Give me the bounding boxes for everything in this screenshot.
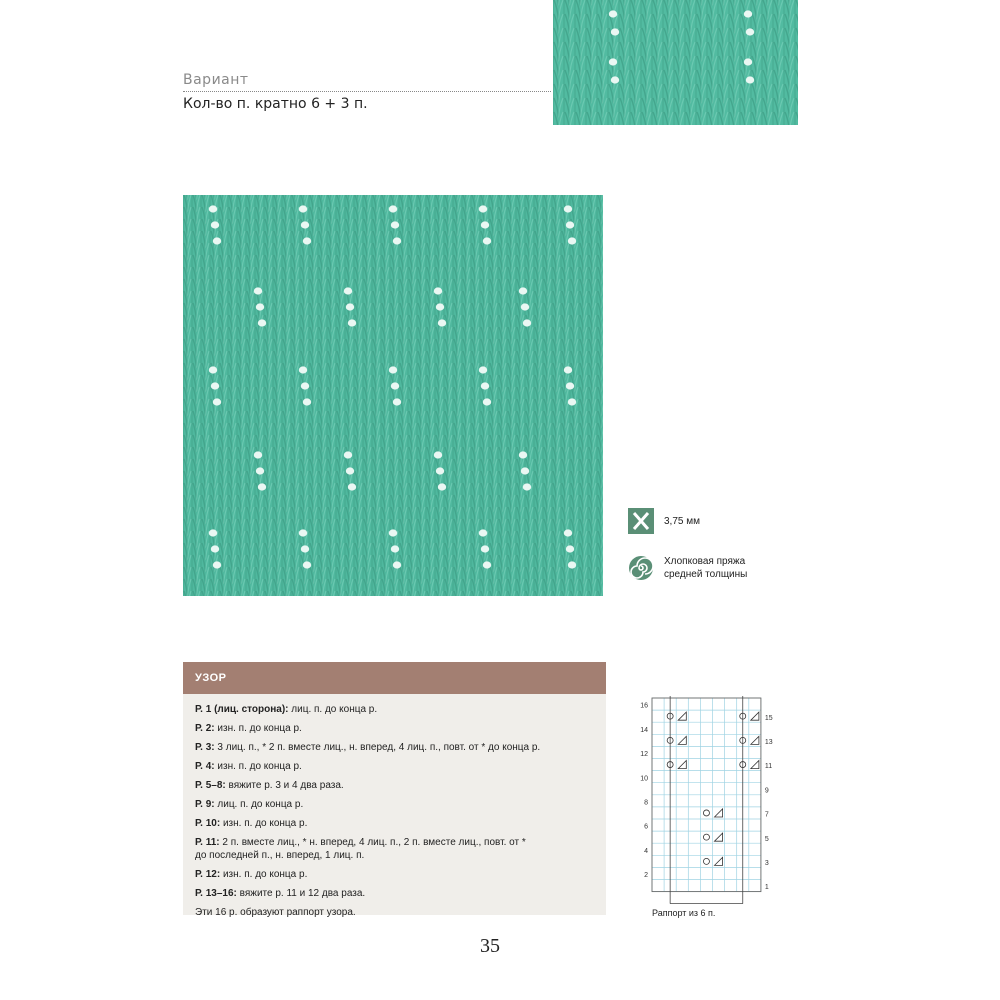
- pattern-row: Р. 5–8: вяжите р. 3 и 4 два раза.: [195, 780, 344, 791]
- eyelet-hole: [211, 545, 219, 552]
- eyelet-hole: [303, 237, 311, 244]
- eyelet-hole: [301, 545, 309, 552]
- yarn-over-symbol: [703, 810, 709, 816]
- chart-row-number: 10: [640, 775, 648, 783]
- eyelet-hole: [346, 303, 354, 310]
- eyelet-hole: [566, 545, 574, 552]
- eyelet-hole: [348, 319, 356, 326]
- pattern-instructions: [183, 662, 606, 918]
- stitch-count: Кол-во п. кратно 6 + 3 п.: [183, 96, 368, 112]
- eyelet-hole: [521, 467, 529, 474]
- chart-row-number: 1: [764, 884, 769, 892]
- eyelet-hole: [611, 28, 619, 35]
- swatch-photo-small: [553, 0, 798, 125]
- yarn-type-line1: Хлопковая пряжа: [664, 556, 746, 567]
- k2tog-symbol: [715, 809, 723, 817]
- pattern-row: Р. 4: изн. п. до конца р.: [195, 761, 302, 772]
- chart-row-number: 11: [764, 763, 773, 771]
- eyelet-hole: [564, 366, 572, 373]
- eyelet-hole: [258, 483, 266, 490]
- eyelet-hole: [519, 451, 527, 458]
- eyelet-hole: [568, 561, 576, 568]
- eyelet-hole: [213, 237, 221, 244]
- yarn-over-symbol: [703, 858, 709, 864]
- eyelet-hole: [254, 451, 262, 458]
- eyelet-hole: [609, 58, 617, 65]
- swatch-photo-large: [183, 195, 603, 596]
- eyelet-hole: [213, 398, 221, 405]
- eyelet-hole: [211, 221, 219, 228]
- pattern-heading: УЗОР: [183, 662, 606, 694]
- chart-row-number: 2: [644, 872, 648, 880]
- eyelet-hole: [434, 287, 442, 294]
- chart-row-number: 9: [764, 787, 769, 795]
- eyelet-hole: [393, 561, 401, 568]
- eyelet-hole: [389, 366, 397, 373]
- eyelet-hole: [744, 58, 752, 65]
- eyelet-hole: [434, 451, 442, 458]
- chart-row-number: 6: [644, 823, 648, 831]
- eyelet-hole: [389, 205, 397, 212]
- eyelet-hole: [303, 561, 311, 568]
- repeat-caption: Раппорт из 6 п.: [652, 908, 716, 918]
- eyelet-hole: [611, 76, 619, 83]
- needle-info: [628, 508, 700, 534]
- eyelet-hole: [256, 303, 264, 310]
- pattern-note: Эти 16 р. образуют раппорт узора.: [195, 907, 356, 918]
- eyelet-hole: [209, 205, 217, 212]
- yarn-type-line2: средней толщины: [664, 569, 748, 580]
- chart-row-number: 5: [764, 835, 769, 843]
- pattern-row: Р. 12: изн. п. до конца р.: [195, 869, 308, 880]
- eyelet-hole: [483, 237, 491, 244]
- eyelet-hole: [481, 221, 489, 228]
- eyelet-hole: [746, 28, 754, 35]
- eyelet-hole: [301, 382, 309, 389]
- chart-row-number: 14: [640, 726, 648, 734]
- chart-row-number: 7: [764, 811, 769, 819]
- eyelet-hole: [566, 221, 574, 228]
- pattern-row: Р. 9: лиц. п. до конца р.: [195, 799, 304, 810]
- eyelet-hole: [211, 382, 219, 389]
- chart-row-number: 16: [640, 702, 648, 710]
- eyelet-hole: [564, 205, 572, 212]
- eyelet-hole: [483, 398, 491, 405]
- eyelet-hole: [438, 319, 446, 326]
- k2tog-symbol: [715, 833, 723, 841]
- eyelet-hole: [744, 10, 752, 17]
- page-number: 35: [480, 935, 500, 957]
- eyelet-hole: [344, 287, 352, 294]
- pattern-row: Р. 13–16: вяжите р. 11 и 12 два раза.: [195, 888, 366, 899]
- chart-row-number: 15: [764, 714, 773, 722]
- eyelet-hole: [746, 76, 754, 83]
- k2tog-symbol: [751, 712, 759, 720]
- eyelet-hole: [299, 366, 307, 373]
- eyelet-hole: [344, 451, 352, 458]
- eyelet-hole: [389, 529, 397, 536]
- pattern-row: Р. 3: 3 лиц. п., * 2 п. вместе лиц., н. вперед, 4 лиц. п., повт. от * до конца р.: [195, 742, 541, 753]
- eyelet-hole: [303, 398, 311, 405]
- k2tog-symbol: [678, 761, 686, 769]
- eyelet-hole: [348, 483, 356, 490]
- yarn-over-symbol: [703, 834, 709, 840]
- variant-title: Вариант: [183, 72, 249, 88]
- eyelet-hole: [521, 303, 529, 310]
- chart-row-number: 12: [640, 751, 648, 759]
- eyelet-hole: [523, 319, 531, 326]
- eyelet-hole: [479, 529, 487, 536]
- eyelet-hole: [391, 382, 399, 389]
- eyelet-hole: [346, 467, 354, 474]
- eyelet-hole: [523, 483, 531, 490]
- k2tog-symbol: [678, 736, 686, 744]
- title-divider: [183, 91, 551, 92]
- eyelet-hole: [393, 237, 401, 244]
- eyelet-hole: [479, 205, 487, 212]
- eyelet-hole: [519, 287, 527, 294]
- eyelet-hole: [568, 237, 576, 244]
- eyelet-hole: [254, 287, 262, 294]
- knitting-needles-icon: [628, 508, 654, 534]
- k2tog-symbol: [751, 736, 759, 744]
- k2tog-symbol: [715, 857, 723, 865]
- knitting-chart: [632, 690, 782, 925]
- eyelet-hole: [256, 467, 264, 474]
- k2tog-symbol: [751, 761, 759, 769]
- chart-row-number: 4: [644, 847, 648, 855]
- pattern-row: Р. 11: 2 п. вместе лиц., * н. вперед, 4 лиц. п., 2 п. вместе лиц., повт. от * до последней п., н. вперед, 1 лиц. п.: [195, 837, 526, 861]
- eyelet-hole: [438, 483, 446, 490]
- eyelet-hole: [301, 221, 309, 228]
- eyelet-hole: [258, 319, 266, 326]
- chart-row-number: 8: [644, 799, 648, 807]
- pattern-row: Р. 2: изн. п. до конца р.: [195, 723, 302, 734]
- eyelet-hole: [391, 545, 399, 552]
- eyelet-hole: [209, 366, 217, 373]
- yarn-ball-icon: [628, 555, 654, 581]
- pattern-row: Р. 10: изн. п. до конца р.: [195, 818, 308, 829]
- eyelet-hole: [436, 303, 444, 310]
- pattern-row: Р. 1 (лиц. сторона): лиц. п. до конца р.: [195, 704, 378, 715]
- eyelet-hole: [609, 10, 617, 17]
- needle-size: 3,75 мм: [664, 515, 700, 527]
- eyelet-hole: [436, 467, 444, 474]
- eyelet-hole: [481, 382, 489, 389]
- eyelet-hole: [568, 398, 576, 405]
- chart-row-number: 13: [764, 738, 773, 746]
- eyelet-hole: [483, 561, 491, 568]
- eyelet-hole: [481, 545, 489, 552]
- eyelet-hole: [299, 529, 307, 536]
- eyelet-hole: [213, 561, 221, 568]
- eyelet-hole: [391, 221, 399, 228]
- eyelet-hole: [566, 382, 574, 389]
- eyelet-hole: [299, 205, 307, 212]
- eyelet-hole: [393, 398, 401, 405]
- k2tog-symbol: [678, 712, 686, 720]
- chart-row-number: 3: [764, 859, 769, 867]
- yarn-info: [628, 555, 747, 581]
- eyelet-hole: [209, 529, 217, 536]
- eyelet-hole: [479, 366, 487, 373]
- eyelet-hole: [564, 529, 572, 536]
